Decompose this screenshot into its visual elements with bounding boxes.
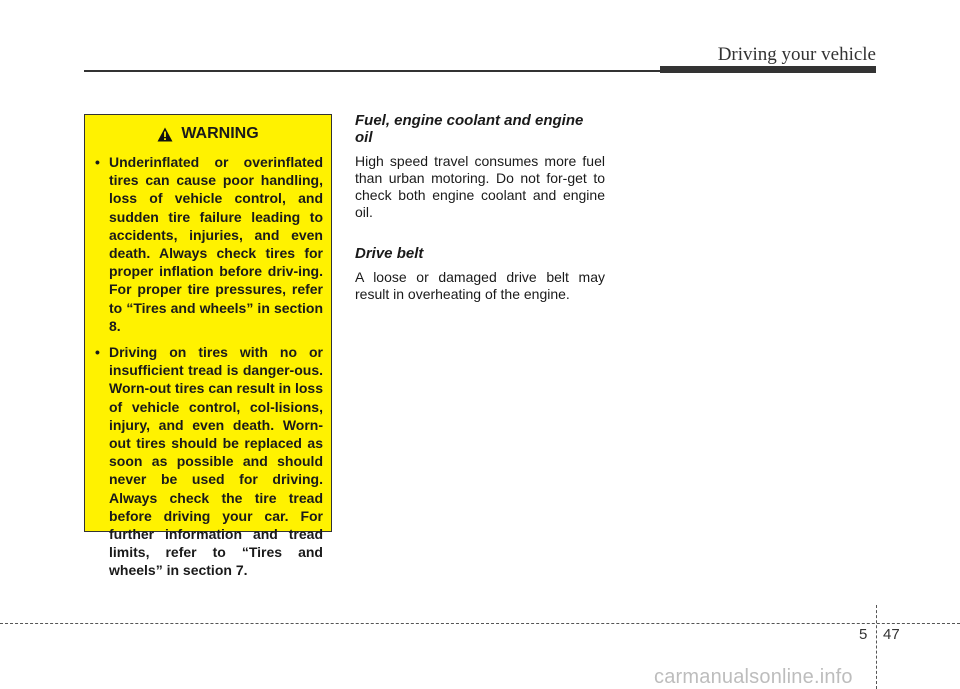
section-heading-drive-belt: Drive belt <box>355 245 424 262</box>
footer-rule <box>0 623 960 624</box>
warning-list <box>93 153 323 580</box>
header-rule-bar <box>660 66 876 73</box>
warning-box <box>84 114 332 579</box>
warning-item-underinflation: • Underinflated or overinflated tires can cause poor handling, loss of vehicle control, and sudden tire failure leading to accidents, injuries, and even death. Always check tires for proper inflation before driv-ing. For proper tire pressures, refer to “Tires and wheels” in section 8. <box>93 153 323 335</box>
warning-triangle-icon <box>157 127 173 142</box>
warning-heading: WARNING <box>181 125 259 142</box>
warning-header <box>93 125 323 143</box>
warning-item-tread: • Driving on tires with no or insufficient tread is danger-ous. Worn-out tires can result in loss of vehicle control, col-lisions, injury, and even death. Worn-out tires should be replaced as soon as possible and should never be used for driving. Always check the tire tread before driving your car. For further information and tread limits, refer to “Tires and wheels” in section 7. <box>93 343 323 580</box>
watermark: carmanualsonline.info <box>654 666 853 688</box>
chapter-number: 5 <box>859 626 868 643</box>
page-number: 47 <box>883 626 900 643</box>
page-number-divider <box>876 605 877 689</box>
section-body-fuel: High speed travel consumes more fuel than urban motoring. Do not for-get to check both engine coolant and engine oil. <box>355 153 605 220</box>
main-content <box>355 112 605 327</box>
section-heading-fuel: Fuel, engine coolant and engine oil <box>355 112 584 146</box>
header-rule <box>84 70 664 72</box>
section-body-drive-belt: A loose or damaged drive belt may result in overheating of the engine. <box>355 269 605 302</box>
page-header-title: Driving your vehicle <box>717 44 876 65</box>
